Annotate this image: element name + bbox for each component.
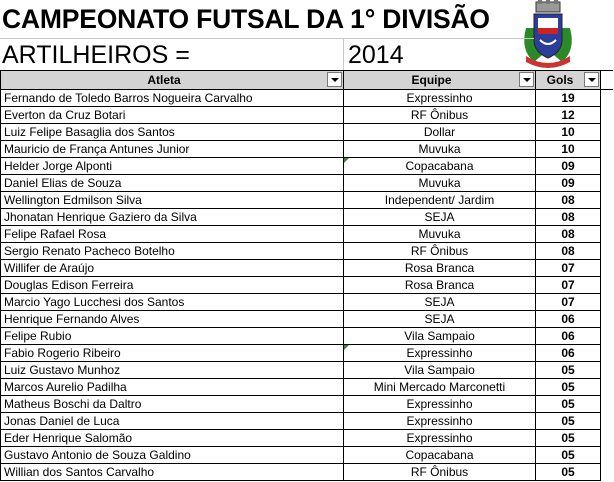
table-row bbox=[1, 294, 613, 311]
empty-cell bbox=[601, 158, 613, 175]
empty-cell bbox=[601, 243, 613, 260]
cell-atleta[interactable] bbox=[1, 209, 344, 226]
cell-gols[interactable] bbox=[536, 243, 601, 260]
cell-equipe[interactable] bbox=[344, 192, 536, 209]
scorers-table bbox=[0, 70, 613, 481]
cell-equipe-text: Copacabana bbox=[405, 159, 474, 173]
cell-gols-text: 05 bbox=[561, 380, 575, 394]
empty-cell bbox=[601, 107, 613, 124]
cell-equipe[interactable] bbox=[344, 413, 536, 430]
cell-equipe[interactable] bbox=[344, 464, 536, 481]
cell-atleta[interactable] bbox=[1, 447, 344, 464]
cell-equipe[interactable] bbox=[344, 311, 536, 328]
cell-equipe-text: RF Ônibus bbox=[410, 465, 469, 479]
empty-cell bbox=[601, 209, 613, 226]
cell-atleta-text: Douglas Edison Ferreira bbox=[4, 278, 134, 292]
table-row bbox=[1, 141, 613, 158]
cell-equipe-text: RF Ônibus bbox=[410, 244, 469, 258]
cell-atleta-text: Jhonatan Henrique Gaziero da Silva bbox=[4, 210, 197, 224]
cell-atleta[interactable] bbox=[1, 464, 344, 481]
cell-atleta-text: Luiz Gustavo Munhoz bbox=[4, 363, 121, 377]
cell-equipe-text: Mini Mercado Marconetti bbox=[373, 380, 506, 394]
cell-gols[interactable] bbox=[536, 226, 601, 243]
cell-atleta-text: Helder Jorge Alponti bbox=[4, 159, 113, 173]
cell-gols-text: 19 bbox=[561, 91, 575, 105]
cell-atleta[interactable] bbox=[1, 362, 344, 379]
cell-atleta[interactable] bbox=[1, 294, 344, 311]
table-row bbox=[1, 107, 613, 124]
cell-gols[interactable] bbox=[536, 277, 601, 294]
cell-gols-text: 07 bbox=[561, 261, 575, 275]
sheet-title: CAMPEONATO FUTSAL DA 1° DIVISÃO bbox=[2, 4, 490, 34]
cell-gols-text: 05 bbox=[561, 397, 575, 411]
cell-gols[interactable] bbox=[536, 328, 601, 345]
table-row bbox=[1, 243, 613, 260]
cell-atleta[interactable] bbox=[1, 90, 344, 107]
cell-equipe[interactable] bbox=[344, 141, 536, 158]
cell-gols[interactable] bbox=[536, 345, 601, 362]
cell-atleta-text: Marcos Aurelio Padilha bbox=[4, 380, 127, 394]
column-header-equipe: Equipe bbox=[344, 71, 536, 90]
cell-gols-text: 10 bbox=[561, 125, 575, 139]
cell-equipe[interactable] bbox=[344, 90, 536, 107]
cell-gols-text: 09 bbox=[561, 176, 575, 190]
cell-atleta-text: Willifer de Araújo bbox=[4, 261, 95, 275]
cell-gols[interactable] bbox=[536, 379, 601, 396]
cell-atleta[interactable] bbox=[1, 413, 344, 430]
table-row bbox=[1, 175, 613, 192]
cell-atleta[interactable] bbox=[1, 430, 344, 447]
cell-atleta[interactable] bbox=[1, 226, 344, 243]
cell-equipe-text: RF Ônibus bbox=[410, 108, 469, 122]
cell-atleta-text: Willian dos Santos Carvalho bbox=[4, 465, 155, 479]
cell-gols[interactable] bbox=[536, 158, 601, 175]
empty-cell bbox=[601, 311, 613, 328]
cell-atleta[interactable] bbox=[1, 260, 344, 277]
cell-gols[interactable] bbox=[536, 430, 601, 447]
cell-equipe-text: Expressinho bbox=[406, 91, 473, 105]
empty-cell bbox=[601, 464, 613, 481]
cell-atleta[interactable] bbox=[1, 396, 344, 413]
cell-equipe-text: Muvuka bbox=[418, 227, 461, 241]
cell-gols-text: 07 bbox=[561, 295, 575, 309]
cell-gols-text: 10 bbox=[561, 142, 575, 156]
empty-cell bbox=[601, 192, 613, 209]
cell-atleta-text: Eder Henrique Salomão bbox=[4, 431, 133, 445]
cell-gols-text: 05 bbox=[561, 448, 575, 462]
cell-gols[interactable] bbox=[536, 362, 601, 379]
comment-marker-icon[interactable] bbox=[344, 345, 349, 350]
cell-atleta-text: Wellington Edmilson Silva bbox=[4, 193, 142, 207]
empty-cell bbox=[601, 447, 613, 464]
cell-gols[interactable] bbox=[536, 396, 601, 413]
dropdown-arrow-icon[interactable] bbox=[327, 72, 342, 87]
cell-equipe-text: Rosa Branca bbox=[404, 278, 475, 292]
cell-atleta-text: Marcio Yago Lucchesi dos Santos bbox=[4, 295, 185, 309]
cell-atleta-text: Luiz Felipe Basaglia dos Santos bbox=[4, 125, 175, 139]
table-row bbox=[1, 413, 613, 430]
cell-equipe[interactable] bbox=[344, 345, 536, 362]
cell-atleta[interactable] bbox=[1, 277, 344, 294]
cell-gols-text: 06 bbox=[561, 329, 575, 343]
cell-atleta[interactable] bbox=[1, 328, 344, 345]
empty-cell bbox=[601, 260, 613, 277]
cell-atleta-text: Gustavo Antonio de Souza Galdino bbox=[4, 448, 191, 462]
cell-gols-text: 05 bbox=[561, 465, 575, 479]
cell-equipe[interactable] bbox=[344, 260, 536, 277]
dropdown-arrow-icon[interactable] bbox=[584, 72, 599, 87]
table-row bbox=[1, 311, 613, 328]
cell-equipe-text: SEJA bbox=[424, 312, 455, 326]
cell-equipe[interactable] bbox=[344, 379, 536, 396]
empty-cell bbox=[601, 90, 613, 107]
empty-header-cell bbox=[601, 71, 613, 90]
cell-equipe[interactable] bbox=[344, 328, 536, 345]
cell-equipe[interactable] bbox=[344, 124, 536, 141]
cell-equipe[interactable] bbox=[344, 107, 536, 124]
section-label: ARTILHEIROS = bbox=[2, 41, 190, 69]
table-row bbox=[1, 447, 613, 464]
empty-cell bbox=[601, 379, 613, 396]
cell-equipe[interactable] bbox=[344, 362, 536, 379]
cell-equipe[interactable] bbox=[344, 396, 536, 413]
column-header-atleta: Atleta bbox=[1, 71, 344, 90]
cell-equipe-text: Rosa Branca bbox=[404, 261, 475, 275]
empty-cell bbox=[601, 430, 613, 447]
cell-gols-text: 06 bbox=[561, 346, 575, 360]
cell-equipe-text: Vila Sampaio bbox=[404, 329, 475, 343]
table-row bbox=[1, 226, 613, 243]
cell-atleta[interactable] bbox=[1, 175, 344, 192]
cell-gols-text: 05 bbox=[561, 414, 575, 428]
cell-atleta[interactable] bbox=[1, 311, 344, 328]
cell-atleta[interactable] bbox=[1, 124, 344, 141]
cell-equipe-text: Muvuka bbox=[418, 142, 461, 156]
cell-atleta-text: Felipe Rubio bbox=[4, 329, 72, 343]
cell-equipe-text: Expressinho bbox=[406, 397, 473, 411]
table-row bbox=[1, 192, 613, 209]
cell-gols-text: 08 bbox=[561, 210, 575, 224]
cell-gols[interactable] bbox=[536, 141, 601, 158]
cell-gols[interactable] bbox=[536, 260, 601, 277]
cell-equipe[interactable] bbox=[344, 158, 536, 175]
header-row bbox=[1, 71, 613, 90]
cell-equipe-text: Expressinho bbox=[406, 431, 473, 445]
cell-equipe[interactable] bbox=[344, 226, 536, 243]
cell-equipe-text: Dollar bbox=[423, 125, 456, 139]
cell-gols-text: 05 bbox=[561, 431, 575, 445]
table-row bbox=[1, 430, 613, 447]
cell-atleta-text: Mauricio de França Antunes Junior bbox=[4, 142, 190, 156]
empty-cell bbox=[601, 175, 613, 192]
cell-gols-text: 12 bbox=[561, 108, 575, 122]
empty-cell bbox=[601, 396, 613, 413]
cell-gols[interactable] bbox=[536, 192, 601, 209]
table-row bbox=[1, 124, 613, 141]
cell-equipe-text: Expressinho bbox=[406, 346, 473, 360]
cell-gols[interactable] bbox=[536, 311, 601, 328]
cell-atleta[interactable] bbox=[1, 379, 344, 396]
table-row bbox=[1, 209, 613, 226]
empty-cell bbox=[601, 226, 613, 243]
cell-gols-text: 05 bbox=[561, 363, 575, 377]
year-cell: 2014 bbox=[343, 39, 404, 71]
cell-equipe-text: Vila Sampaio bbox=[404, 363, 475, 377]
table-row bbox=[1, 379, 613, 396]
cell-gols[interactable] bbox=[536, 90, 601, 107]
cell-gols[interactable] bbox=[536, 413, 601, 430]
table-row bbox=[1, 345, 613, 362]
cell-atleta-text: Fabio Rogerio Ribeiro bbox=[4, 346, 121, 360]
cell-equipe[interactable] bbox=[344, 430, 536, 447]
table-row bbox=[1, 362, 613, 379]
cell-atleta-text: Sergio Renato Pacheco Botelho bbox=[4, 244, 175, 258]
comment-marker-icon[interactable] bbox=[344, 158, 349, 163]
cell-gols[interactable] bbox=[536, 175, 601, 192]
cell-equipe[interactable] bbox=[344, 209, 536, 226]
cell-atleta[interactable] bbox=[1, 192, 344, 209]
cell-gols-text: 09 bbox=[561, 159, 575, 173]
cell-gols[interactable] bbox=[536, 464, 601, 481]
column-header-gols: Gols bbox=[536, 71, 601, 90]
table-row bbox=[1, 396, 613, 413]
cell-atleta-text: Daniel Elias de Souza bbox=[4, 176, 122, 190]
cell-equipe-text: SEJA bbox=[424, 295, 455, 309]
cell-gols[interactable] bbox=[536, 124, 601, 141]
subtitle-row bbox=[0, 38, 534, 72]
cell-equipe-text: Expressinho bbox=[406, 414, 473, 428]
cell-gols-text: 08 bbox=[561, 193, 575, 207]
cell-gols[interactable] bbox=[536, 447, 601, 464]
cell-gols-text: 08 bbox=[561, 244, 575, 258]
table-row bbox=[1, 90, 613, 107]
empty-cell bbox=[601, 413, 613, 430]
cell-atleta-text: Matheus Boschi da Daltro bbox=[4, 397, 142, 411]
cell-gols-text: 08 bbox=[561, 227, 575, 241]
table-row bbox=[1, 277, 613, 294]
empty-cell bbox=[601, 141, 613, 158]
cell-equipe-text: Copacabana bbox=[405, 448, 474, 462]
table-row bbox=[1, 464, 613, 481]
empty-cell bbox=[601, 277, 613, 294]
cell-atleta[interactable] bbox=[1, 243, 344, 260]
cell-atleta-text: Everton da Cruz Botari bbox=[4, 108, 126, 122]
empty-cell bbox=[601, 124, 613, 141]
empty-cell bbox=[601, 362, 613, 379]
cell-equipe-text: Muvuka bbox=[418, 176, 461, 190]
cell-equipe[interactable] bbox=[344, 277, 536, 294]
cell-equipe[interactable] bbox=[344, 447, 536, 464]
table-row bbox=[1, 260, 613, 277]
cell-gols-text: 06 bbox=[561, 312, 575, 326]
cell-equipe[interactable] bbox=[344, 294, 536, 311]
cell-equipe[interactable] bbox=[344, 175, 536, 192]
cell-gols[interactable] bbox=[536, 107, 601, 124]
table-row bbox=[1, 158, 613, 175]
empty-cell bbox=[601, 294, 613, 311]
cell-atleta[interactable] bbox=[1, 107, 344, 124]
cell-atleta-text: Jonas Daniel de Luca bbox=[4, 414, 120, 428]
cell-equipe[interactable] bbox=[344, 243, 536, 260]
empty-cell bbox=[601, 345, 613, 362]
cell-equipe-text: Independent/ Jardim bbox=[384, 193, 495, 207]
cell-gols[interactable] bbox=[536, 294, 601, 311]
cell-equipe-text: SEJA bbox=[424, 210, 455, 224]
empty-cell bbox=[601, 328, 613, 345]
cell-gols[interactable] bbox=[536, 209, 601, 226]
cell-atleta[interactable] bbox=[1, 158, 344, 175]
cell-gols-text: 07 bbox=[561, 278, 575, 292]
cell-atleta-text: Felipe Rafael Rosa bbox=[4, 227, 107, 241]
table-row bbox=[1, 328, 613, 345]
cell-atleta[interactable] bbox=[1, 141, 344, 158]
dropdown-arrow-icon[interactable] bbox=[519, 72, 534, 87]
cell-atleta-text: Henrique Fernando Alves bbox=[4, 312, 140, 326]
cell-atleta-text: Fernando de Toledo Barros Nogueira Carvalho bbox=[4, 91, 253, 105]
cell-atleta[interactable] bbox=[1, 345, 344, 362]
